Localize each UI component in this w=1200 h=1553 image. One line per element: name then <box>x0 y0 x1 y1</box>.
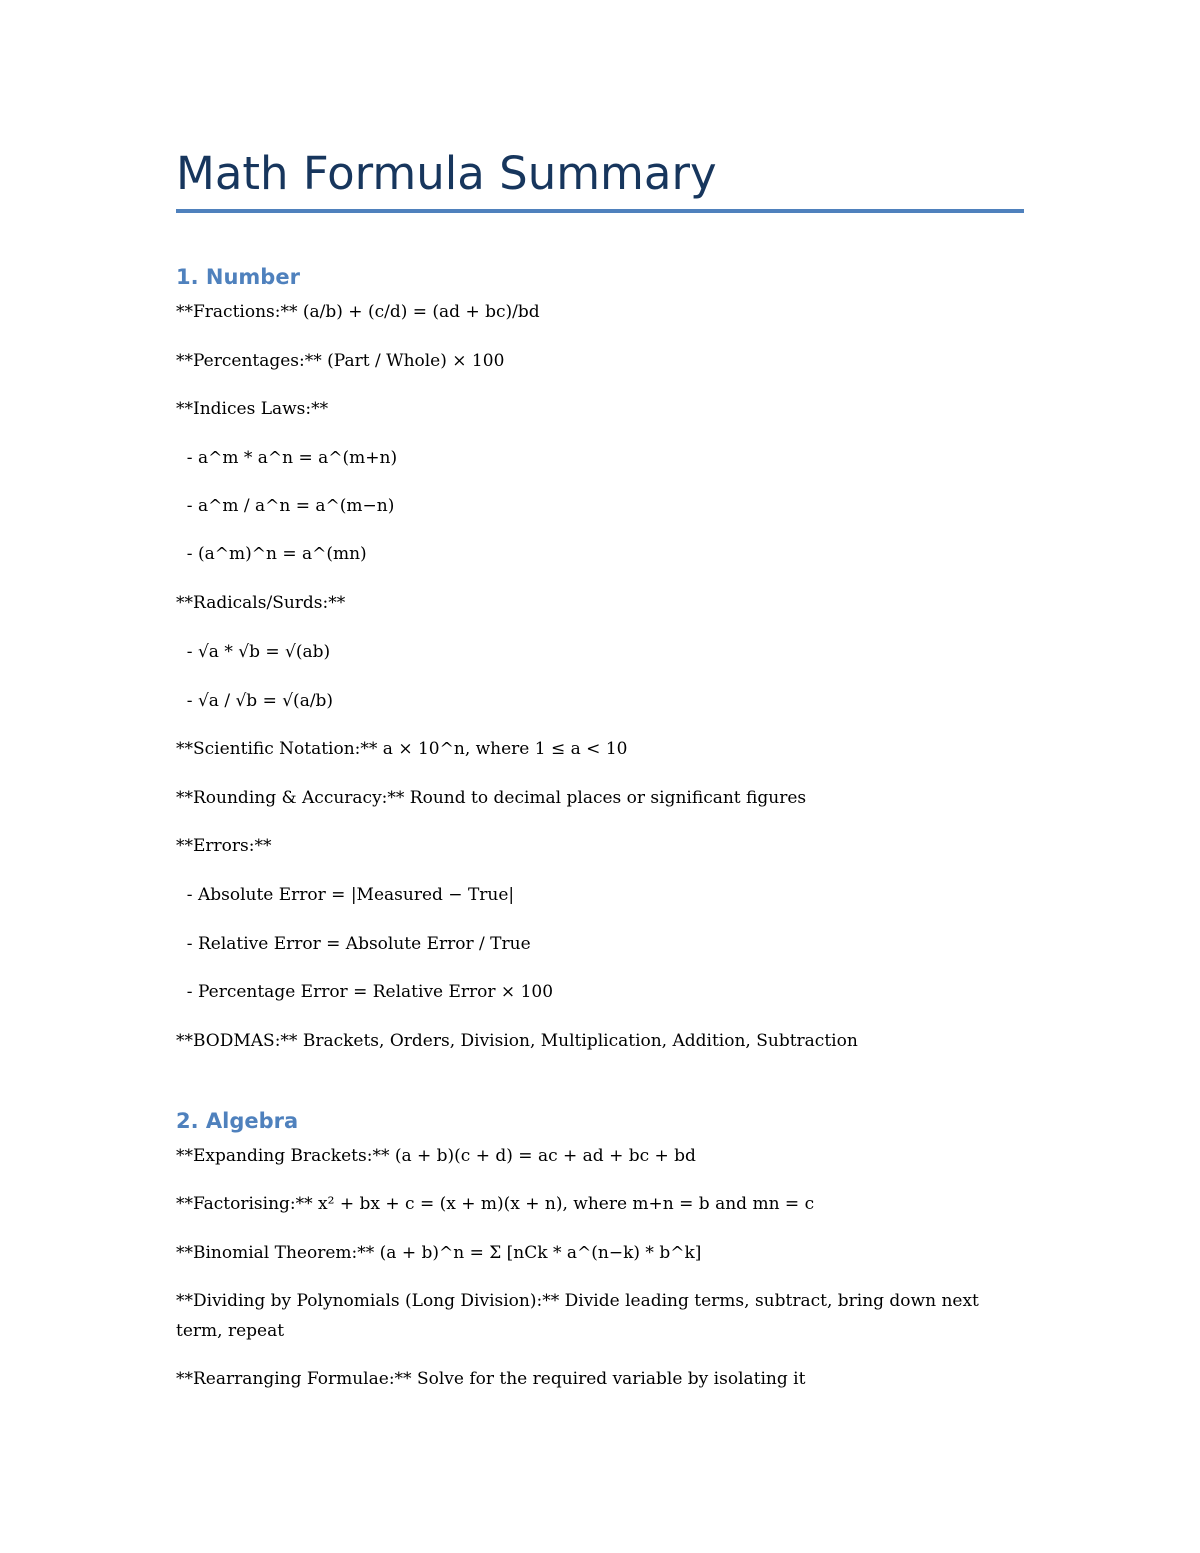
formula-line-percentage-error: - Percentage Error = Relative Error × 100 <box>176 982 554 1002</box>
formula-line-relative-error: - Relative Error = Absolute Error / True <box>176 934 531 954</box>
document-title: Math Formula Summary <box>176 147 717 200</box>
formula-line-long-division: **Dividing by Polynomials (Long Division):** Divide leading terms, subtract, bring down next term, repeat <box>176 1291 979 1341</box>
formula-line-errors: **Errors:** <box>176 836 272 856</box>
formula-line-indices-multiply: - a^m * a^n = a^(m+n) <box>176 448 398 468</box>
formula-line-rounding: **Rounding & Accuracy:** Round to decimal places or significant figures <box>176 788 807 808</box>
formula-line-indices-divide: - a^m / a^n = a^(m−n) <box>176 496 395 516</box>
formula-line-scientific-notation: **Scientific Notation:** a × 10^n, where 1 ≤ a < 10 <box>176 739 628 759</box>
formula-line-radicals-divide: - √a / √b = √(a/b) <box>176 691 334 711</box>
formula-line-radicals-multiply: - √a * √b = √(ab) <box>176 642 331 662</box>
formula-line-indices-power: - (a^m)^n = a^(mn) <box>176 544 367 564</box>
section-heading-algebra: 2. Algebra <box>176 1109 299 1133</box>
formula-line-expanding-brackets: **Expanding Brackets:** (a + b)(c + d) = ac + ad + bc + bd <box>176 1146 696 1166</box>
formula-line-rearranging: **Rearranging Formulae:** Solve for the required variable by isolating it <box>176 1369 806 1389</box>
formula-line-percentages: **Percentages:** (Part / Whole) × 100 <box>176 351 505 371</box>
formula-line-bodmas: **BODMAS:** Brackets, Orders, Division, Multiplication, Addition, Subtraction <box>176 1031 858 1051</box>
formula-line-binomial-theorem: **Binomial Theorem:** (a + b)^n = Σ [nCk * a^(n−k) * b^k] <box>176 1243 702 1263</box>
formula-line-radicals: **Radicals/Surds:** <box>176 593 346 613</box>
section-heading-number: 1. Number <box>176 265 300 289</box>
formula-line-fractions: **Fractions:** (a/b) + (c/d) = (ad + bc)/bd <box>176 302 540 322</box>
formula-line-indices-laws: **Indices Laws:** <box>176 399 329 419</box>
title-underline <box>176 209 1024 213</box>
formula-line-factorising: **Factorising:** x² + bx + c = (x + m)(x + n), where m+n = b and mn = c <box>176 1194 815 1214</box>
formula-line-absolute-error: - Absolute Error = |Measured − True| <box>176 885 515 905</box>
